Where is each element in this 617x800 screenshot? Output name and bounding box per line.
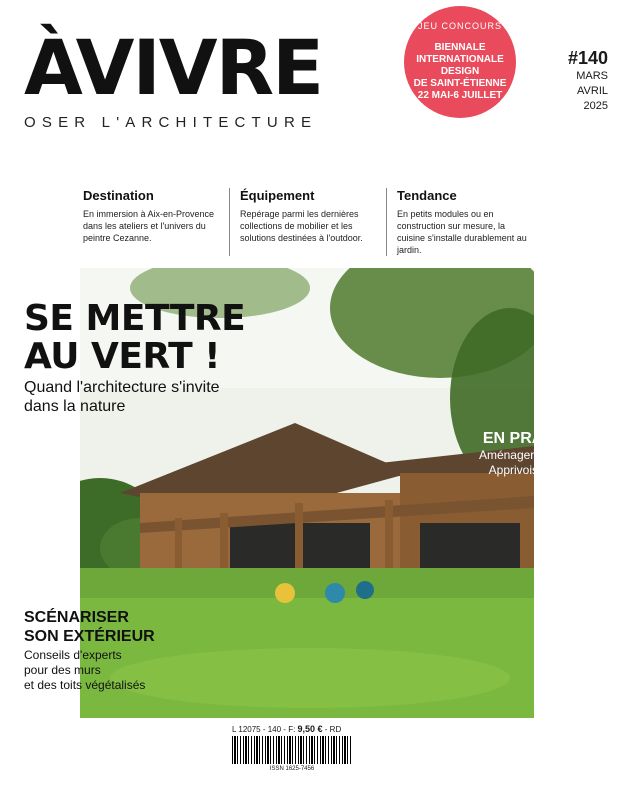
cover-price: 9,50 € (297, 724, 323, 734)
teaser-title: Tendance (397, 188, 457, 203)
issue-number: #140 (567, 48, 608, 68)
masthead (24, 23, 323, 131)
contest-line: INTERNATIONALE (416, 54, 504, 65)
exterior-desc (24, 648, 155, 693)
contest-line: BIENNALE (434, 42, 486, 53)
contest-line: DE SAINT-ÉTIENNE (413, 78, 507, 89)
cover-subhead: Quand l'architecture s'invite dans la nature (24, 379, 220, 415)
teaser-desc: Repérage parmi les dernières collections de mobilier et les solutions destinées à l'outdoor. (240, 209, 363, 243)
pratique-title: EN PRATIQUE (482, 430, 591, 447)
en-pratique-teaser[interactable] (479, 430, 591, 478)
issue-info (560, 48, 608, 114)
contest-text (412, 42, 508, 102)
teaser-title: Équipement (240, 188, 315, 203)
barcode-suffix: - RD (324, 725, 342, 734)
teaser-title: Destination (83, 188, 154, 203)
issue-year: 2025 (583, 100, 608, 112)
issue-month: MARS (576, 70, 608, 82)
headline-line: AU VERT ! (24, 336, 221, 377)
exterior-title: SCÉNARISER (24, 609, 129, 626)
headline-line: SE METTRE (24, 298, 246, 339)
teaser-destination[interactable] (73, 188, 229, 256)
magazine-tagline: OSER L'ARCHITECTURE (24, 114, 318, 131)
exterior-desc-line: Conseils d'experts (24, 648, 122, 662)
issn: ISSN 1625-7456 (269, 766, 315, 772)
cover-headline[interactable] (24, 300, 245, 376)
magazine-logo: ÀVIVRE (24, 23, 323, 112)
exterior-desc-line: pour des murs (24, 663, 101, 677)
contest-badge (404, 6, 516, 118)
exterior-desc-line: et des toits végétalisés (24, 678, 146, 692)
teaser-tendance[interactable] (386, 188, 543, 256)
contest-line: DESIGN (440, 66, 480, 77)
contest-tag: JEU CONCOURS (417, 21, 502, 31)
pratique-item: Aménager sa piscine (478, 448, 591, 462)
teaser-desc: En immersion à Aix-en-Provence dans les ateliers et l'univers du peintre Cezanne. (83, 209, 215, 243)
exterior-teaser[interactable] (24, 608, 155, 693)
barcode (232, 724, 352, 772)
teaser-equipement[interactable] (229, 188, 386, 256)
barcode-code: L 12075 - 140 - F: (232, 725, 296, 734)
pratique-item: Apprivoiser l'ombre (488, 463, 591, 477)
exterior-title: SON EXTÉRIEUR (24, 628, 155, 645)
barcode-price (232, 724, 352, 734)
issue-month: AVRIL (577, 85, 608, 97)
teaser-desc: En petits modules ou en construction sur mesure, la cuisine s'installe durablement au jardin. (397, 209, 527, 255)
contest-line: 22 MAI-6 JUILLET (417, 90, 503, 101)
teaser-row (73, 188, 543, 256)
barcode-bars (232, 736, 352, 764)
